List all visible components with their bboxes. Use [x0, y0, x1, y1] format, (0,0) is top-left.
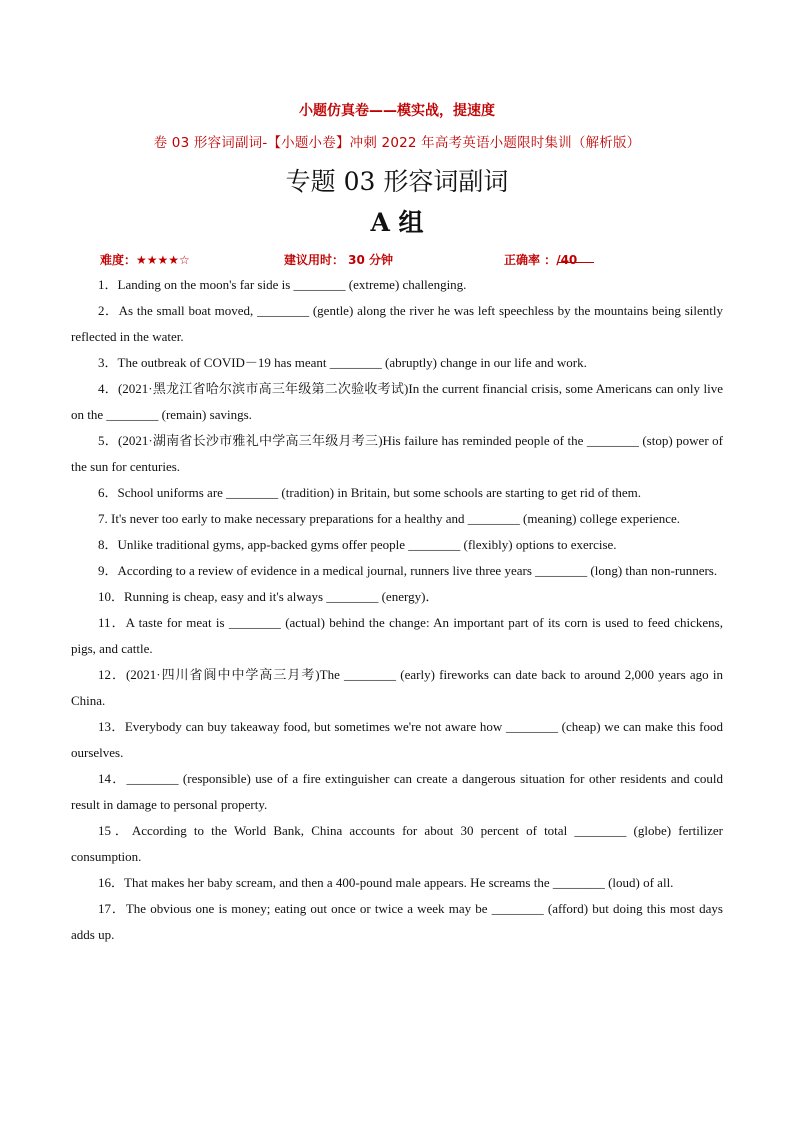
- question-list: [71, 272, 723, 948]
- question-item: 16．That makes her baby scream, and then a 400-pound male appears. He screams the ________ (loud) of all.: [98, 875, 674, 890]
- difficulty-rating: 难度：★★★★☆: [100, 253, 190, 267]
- accuracy-blank: [558, 251, 594, 263]
- question-item: 8．Unlike traditional gyms, app-backed gyms offer people ________ (flexibly) options to exercise.: [98, 537, 617, 552]
- subtitle: 卷 03 形容词副词-【小题小卷】冲刺 2022 年高考英语小题限时集训（解析版）: [153, 135, 641, 151]
- suggested-time: 建议用时： 30 分钟: [284, 253, 394, 267]
- question-item: 15．According to the World Bank, China accounts for about 30 percent of total ________ (globe) fertilizer consumption.: [71, 823, 723, 864]
- question-item: 13．Everybody can buy takeaway food, but sometimes we're not aware how ________ (cheap) we can make this food ourselves.: [71, 719, 723, 760]
- accuracy-field: [504, 251, 577, 268]
- question-item: 7. It's never too early to make necessary preparations for a healthy and ________ (meaning) college experience.: [98, 511, 681, 526]
- question-item: 4．(2021·黑龙江省哈尔滨市高三年级第二次验收考试)In the current financial crisis, some Americans can only live on the ________ (remain) savings.: [71, 381, 723, 422]
- question-item: 5．(2021·湖南省长沙市雅礼中学高三年级月考三)His failure has reminded people of the ________ (stop) power of the sun for centuries.: [71, 433, 723, 474]
- question-item: 10．Running is cheap, easy and it's always ________ (energy)．: [98, 589, 439, 604]
- group-heading: A 组: [370, 208, 424, 237]
- question-item: 2．As the small boat moved, ________ (gentle) along the river he was left speechless by the mountains being silently reflected in the water.: [71, 303, 723, 344]
- question-item: 11．A taste for meat is ________ (actual) behind the change: An important part of its corn is used to feed chickens, pigs, and cattle.: [71, 615, 723, 656]
- question-item: 3．The outbreak of COVID－19 has meant ________ (abruptly) change in our life and work.: [98, 355, 587, 370]
- tagline: 小题仿真卷——模实战，提速度: [299, 103, 495, 119]
- accuracy-label: 正确率 ：: [504, 253, 557, 267]
- question-item: 14．________ (responsible) use of a fire extinguisher can create a dangerous situation for other residents and could result in damage to personal property.: [71, 771, 723, 812]
- accuracy-total: /40: [556, 253, 578, 267]
- exercise-meta: [100, 251, 660, 269]
- question-item: 12．(2021·四川省阆中中学高三月考)The ________ (early) fireworks can date back to around 2,000 years ago in China.: [71, 667, 723, 708]
- page-title: 专题 03 形容词副词: [285, 167, 509, 196]
- question-item: 6．School uniforms are ________ (tradition) in Britain, but some schools are starting to get rid of them.: [98, 485, 642, 500]
- question-item: 9．According to a review of evidence in a medical journal, runners live three years ________ (long) than non-runners.: [98, 563, 718, 578]
- question-item: 17．The obvious one is money; eating out once or twice a week may be ________ (afford) but doing this most days adds up.: [71, 901, 723, 942]
- question-item: 1．Landing on the moon's far side is ________ (extreme) challenging.: [98, 277, 467, 292]
